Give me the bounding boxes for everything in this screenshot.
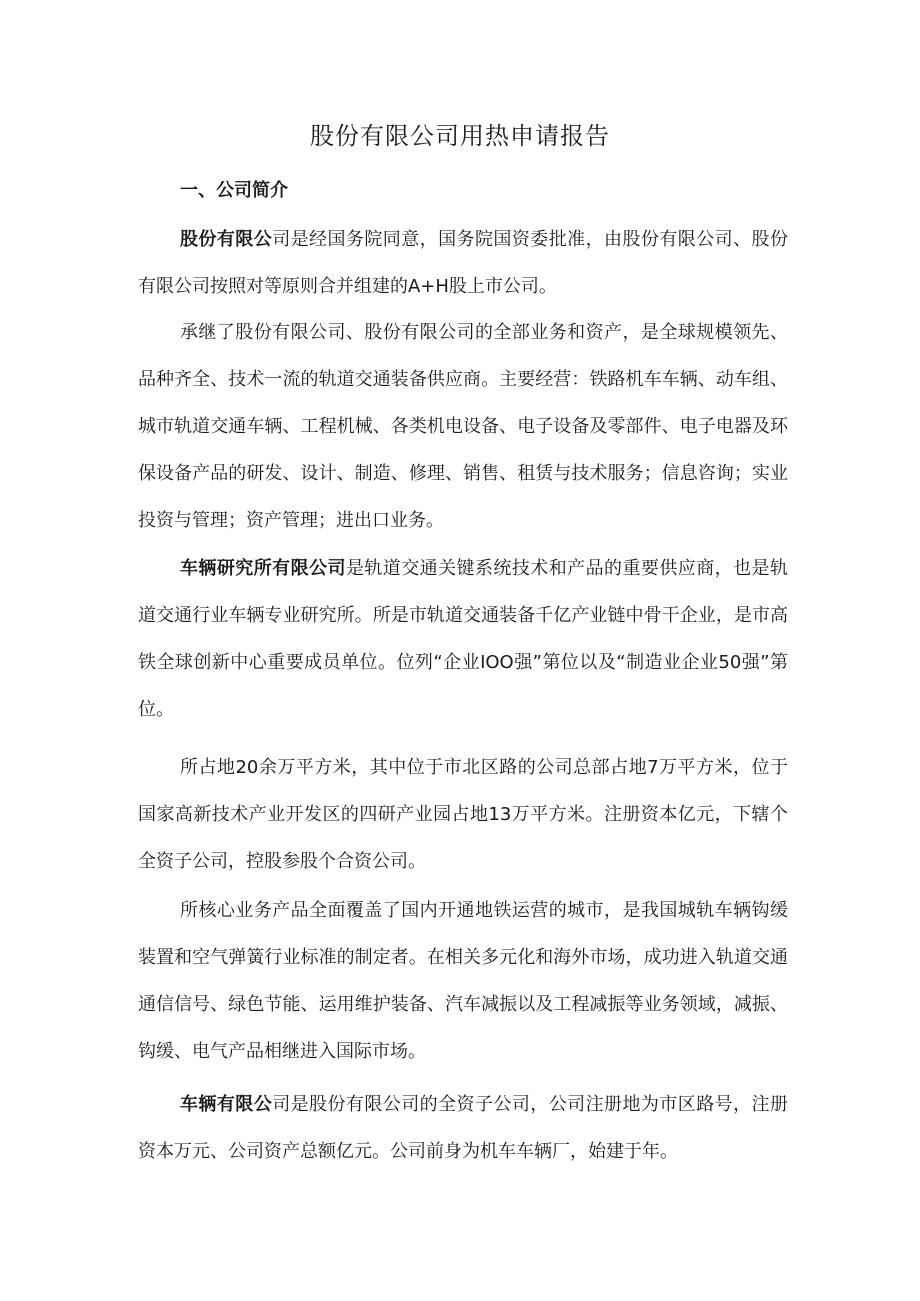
paragraph-5: [138, 887, 788, 1075]
paragraph-3-text: 是轨道交通关键系统技术和产品的重要供应商，也是轨道交通行业车辆专业研究所。所是市轨道交通装备千亿产业链中骨干企业，是市高铁全球创新中心重要成员单位。位列“企业IOO强”第位以及“制造业企业50强”第位。: [138, 558, 788, 720]
paragraph-4: [138, 744, 788, 885]
paragraph-6: [138, 1081, 788, 1175]
paragraph-4-text: 所占地20余万平方米，其中位于市北区路的公司总部占地7万平方米，位于国家高新技术产业开发区的四研产业园占地13万平方米。注册资本亿元，下辖个全资子公司，控股参股个合资公司。: [138, 757, 788, 872]
paragraph-6-text: 司是股份有限公司的全资子公司，公司注册地为市区路号，注册资本万元、公司资产总额亿元。公司前身为机车车辆厂，始建于年。: [138, 1094, 788, 1162]
paragraph-2: [138, 309, 788, 544]
paragraph-1-text: 司是经国务院同意，国务院国资委批准，由股份有限公司、股份有限公司按照对等原则合并组建的A+H股上市公司。: [138, 229, 788, 297]
paragraph-1: [138, 216, 788, 310]
paragraph-3: [138, 545, 788, 733]
paragraph-6-lead: 车辆有限公: [180, 1094, 273, 1115]
paragraph-5-text: 所核心业务产品全面覆盖了国内开通地铁运营的城市，是我国城轨车辆钩缓装置和空气弹簧行业标准的制定者。在相关多元化和海外市场，成功进入轨道交通通信信号、绿色节能、运用维护装备、汽车减振以及工程减振等业务领域，减振、钩缓、电气产品相继进入国际市场。: [138, 900, 788, 1062]
section-heading-company-intro: 一、公司简介: [180, 180, 288, 201]
paragraph-3-lead: 车辆研究所有限公司: [180, 558, 346, 579]
document-title: 股份有限公司用热申请报告: [310, 122, 610, 150]
paragraph-1-lead: 股份有限公: [180, 229, 273, 250]
paragraph-2-text: 承继了股份有限公司、股份有限公司的全部业务和资产，是全球规模领先、品种齐全、技术一流的轨道交通装备供应商。主要经营：铁路机车车辆、动车组、城市轨道交通车辆、工程机械、各类机电设备、电子设备及零部件、电子电器及环保设备产品的研发、设计、制造、修理、销售、租赁与技术服务；信息咨询；实业投资与管理；资产管理；进出口业务。: [138, 322, 788, 531]
